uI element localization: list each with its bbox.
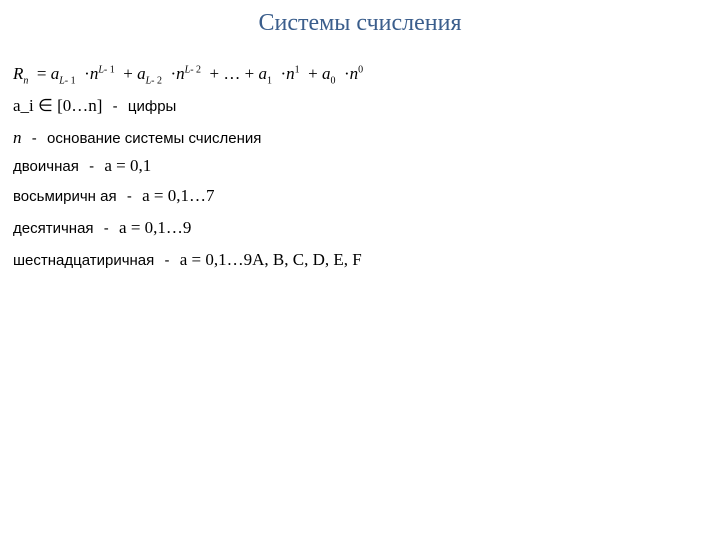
base-line <box>13 128 261 148</box>
binary-dash: - <box>89 158 95 175</box>
octal-text: восьмиричн ая <box>13 188 117 205</box>
hex-dash: - <box>164 252 170 269</box>
octal-line <box>13 186 215 206</box>
decimal-line <box>13 218 191 238</box>
hex-text: шестнадцатиричная <box>13 252 155 269</box>
hex-line <box>13 250 362 270</box>
hex-math: a = 0,1…9A, B, C, D, E, F <box>179 250 362 269</box>
binary-text: двоичная <box>13 158 79 175</box>
base-text: основание системы счисления <box>47 130 262 147</box>
digits-text: цифры <box>127 98 177 115</box>
octal-dash: - <box>126 188 132 205</box>
decimal-math: a = 0,1…9 <box>119 218 192 237</box>
positional-formula: $R_n = a_{L- 1} \cdot n^{L- 1} + a_{L- 2} \cdot n^{L- 2}$ + … + $a_1 \cdot n^1 + a_0 \cdot n^0$ <box>13 64 364 87</box>
octal-math: a = 0,1…7 <box>142 186 215 205</box>
binary-math: a = 0,1 <box>104 156 152 175</box>
base-math: n <box>13 128 22 147</box>
digits-dash: - <box>112 98 118 115</box>
slide-title: Системы счисления <box>258 10 462 36</box>
binary-line <box>13 156 151 176</box>
digits-math: a_i ∈ [0…n] <box>13 96 103 115</box>
digits-line <box>13 96 176 116</box>
formula-line <box>13 64 363 86</box>
decimal-dash: - <box>103 220 109 237</box>
base-dash: - <box>31 130 37 147</box>
decimal-text: десятичная <box>13 220 94 237</box>
